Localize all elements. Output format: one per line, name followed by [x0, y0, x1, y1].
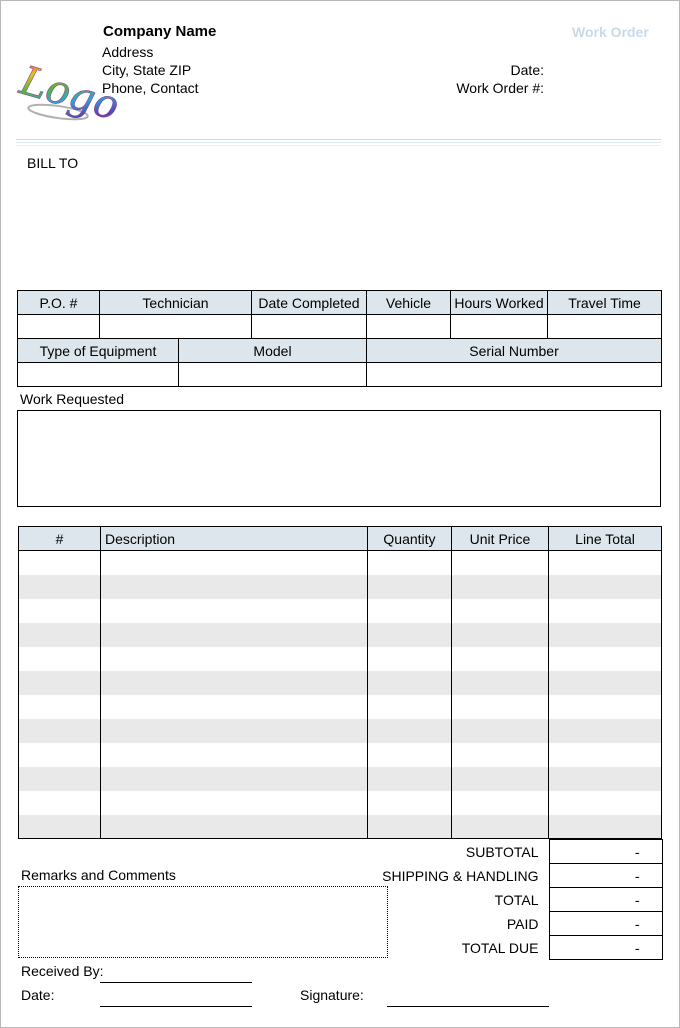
- item-quantity-cell[interactable]: [368, 719, 452, 743]
- item-line-total-cell[interactable]: [549, 767, 662, 791]
- shipping-handling-value[interactable]: -: [549, 864, 662, 888]
- item-number-cell[interactable]: [19, 575, 101, 599]
- job-header-technician: Technician: [100, 291, 252, 315]
- item-quantity-cell[interactable]: [368, 647, 452, 671]
- paid-label: PAID: [506, 915, 539, 932]
- table-row: [19, 719, 662, 743]
- item-quantity-cell[interactable]: [368, 575, 452, 599]
- totals-table: [382, 839, 663, 960]
- signature-label: Signature:: [300, 987, 364, 1003]
- item-unit-price-cell[interactable]: [452, 767, 549, 791]
- item-unit-price-cell[interactable]: [452, 743, 549, 767]
- item-number-cell[interactable]: [19, 623, 101, 647]
- items-header-description: Description: [101, 527, 368, 551]
- document-title: Work Order: [572, 24, 649, 40]
- item-quantity-cell[interactable]: [368, 767, 452, 791]
- remarks-box[interactable]: [18, 886, 388, 958]
- item-unit-price-cell[interactable]: [452, 599, 549, 623]
- item-unit-price-cell[interactable]: [452, 623, 549, 647]
- company-address: Address: [102, 44, 154, 60]
- item-description-cell[interactable]: [101, 599, 368, 623]
- company-city-state-zip: City, State ZIP: [102, 62, 192, 78]
- item-number-cell[interactable]: [19, 647, 101, 671]
- header-rule: [16, 139, 661, 140]
- equipment-type-cell[interactable]: [18, 363, 179, 387]
- item-unit-price-cell[interactable]: [452, 575, 549, 599]
- travel-time-cell[interactable]: [548, 315, 662, 339]
- item-line-total-cell[interactable]: [549, 599, 662, 623]
- item-quantity-cell[interactable]: [368, 671, 452, 695]
- svg-text:Logo: Logo: [14, 57, 125, 130]
- job-header-hours-worked: Hours Worked: [451, 291, 548, 315]
- item-number-cell[interactable]: [19, 767, 101, 791]
- table-row: [19, 551, 662, 575]
- table-row: [19, 671, 662, 695]
- subtotal-value[interactable]: -: [549, 840, 662, 864]
- po-number-cell[interactable]: [18, 315, 100, 339]
- item-description-cell[interactable]: [101, 815, 368, 839]
- item-description-cell[interactable]: [101, 551, 368, 575]
- table-row: [19, 815, 662, 839]
- table-row: [19, 575, 662, 599]
- table-row: [19, 623, 662, 647]
- job-header-travel-time: Travel Time: [548, 291, 662, 315]
- item-description-cell[interactable]: [101, 671, 368, 695]
- item-number-cell[interactable]: [19, 815, 101, 839]
- header-rule: [16, 142, 661, 143]
- job-header-date-completed: Date Completed: [252, 291, 367, 315]
- company-logo: [14, 38, 125, 130]
- line-items-table: [18, 526, 662, 839]
- item-description-cell[interactable]: [101, 743, 368, 767]
- company-phone-contact: Phone, Contact: [102, 80, 199, 96]
- equipment-header-serial: Serial Number: [367, 339, 662, 363]
- total-value[interactable]: -: [549, 888, 662, 912]
- item-description-cell[interactable]: [101, 623, 368, 647]
- job-header-po: P.O. #: [18, 291, 100, 315]
- item-number-cell[interactable]: [19, 791, 101, 815]
- item-unit-price-cell[interactable]: [452, 671, 549, 695]
- date-completed-cell[interactable]: [252, 315, 367, 339]
- item-line-total-cell[interactable]: [549, 647, 662, 671]
- item-number-cell[interactable]: [19, 695, 101, 719]
- item-quantity-cell[interactable]: [368, 791, 452, 815]
- item-line-total-cell[interactable]: [549, 575, 662, 599]
- item-unit-price-cell[interactable]: [452, 719, 549, 743]
- item-quantity-cell[interactable]: [368, 815, 452, 839]
- total-due-value[interactable]: -: [549, 936, 662, 960]
- shipping-handling-label: SHIPPING & HANDLING: [382, 867, 539, 884]
- items-header-line-total: Line Total: [549, 527, 662, 551]
- item-quantity-cell[interactable]: [368, 623, 452, 647]
- vehicle-cell[interactable]: [367, 315, 451, 339]
- item-line-total-cell[interactable]: [549, 671, 662, 695]
- item-number-cell[interactable]: [19, 743, 101, 767]
- table-row: [19, 695, 662, 719]
- table-row: [19, 767, 662, 791]
- job-info-table: [17, 290, 662, 339]
- paid-value[interactable]: -: [549, 912, 662, 936]
- signature-line[interactable]: [387, 1006, 549, 1007]
- job-header-vehicle: Vehicle: [367, 291, 451, 315]
- item-description-cell[interactable]: [101, 647, 368, 671]
- item-line-total-cell[interactable]: [549, 623, 662, 647]
- item-number-cell[interactable]: [19, 671, 101, 695]
- item-line-total-cell[interactable]: [549, 791, 662, 815]
- item-description-cell[interactable]: [101, 791, 368, 815]
- date-label: Date:: [510, 62, 544, 78]
- item-quantity-cell[interactable]: [368, 599, 452, 623]
- header-rule: [16, 145, 661, 146]
- item-quantity-cell[interactable]: [368, 743, 452, 767]
- table-row: [19, 599, 662, 623]
- company-name: Company Name: [103, 23, 217, 40]
- remarks-label: Remarks and Comments: [21, 867, 176, 883]
- technician-cell[interactable]: [100, 315, 252, 339]
- item-line-total-cell[interactable]: [549, 719, 662, 743]
- item-number-cell[interactable]: [19, 719, 101, 743]
- footer-date-line[interactable]: [100, 1006, 252, 1007]
- equipment-header-model: Model: [179, 339, 367, 363]
- item-quantity-cell[interactable]: [368, 551, 452, 575]
- item-unit-price-cell[interactable]: [452, 815, 549, 839]
- item-description-cell[interactable]: [101, 719, 368, 743]
- item-unit-price-cell[interactable]: [452, 791, 549, 815]
- items-header-number: #: [19, 527, 101, 551]
- item-quantity-cell[interactable]: [368, 695, 452, 719]
- item-number-cell[interactable]: [19, 599, 101, 623]
- received-by-label: Received By:: [21, 963, 104, 979]
- work-requested-box[interactable]: [17, 410, 661, 507]
- serial-number-cell[interactable]: [367, 363, 662, 387]
- total-due-label: TOTAL DUE: [461, 939, 539, 956]
- received-by-line[interactable]: [100, 982, 252, 983]
- total-label: TOTAL: [494, 891, 539, 908]
- table-row: [19, 743, 662, 767]
- table-row: [19, 791, 662, 815]
- item-unit-price-cell[interactable]: [452, 647, 549, 671]
- model-cell[interactable]: [179, 363, 367, 387]
- equipment-table: [17, 338, 662, 387]
- item-unit-price-cell[interactable]: [452, 695, 549, 719]
- item-description-cell[interactable]: [101, 695, 368, 719]
- item-unit-price-cell[interactable]: [452, 551, 549, 575]
- hours-worked-cell[interactable]: [451, 315, 548, 339]
- equipment-header-type: Type of Equipment: [18, 339, 179, 363]
- item-line-total-cell[interactable]: [549, 695, 662, 719]
- items-header-unit-price: Unit Price: [452, 527, 549, 551]
- work-requested-label: Work Requested: [20, 391, 125, 407]
- table-row: [19, 647, 662, 671]
- items-header-quantity: Quantity: [368, 527, 452, 551]
- work-order-number-label: Work Order #:: [456, 80, 544, 96]
- item-description-cell[interactable]: [101, 767, 368, 791]
- item-line-total-cell[interactable]: [549, 815, 662, 839]
- bill-to-label: BILL TO: [27, 155, 79, 171]
- footer-date-label: Date:: [21, 987, 55, 1003]
- item-line-total-cell[interactable]: [549, 743, 662, 767]
- subtotal-label: SUBTOTAL: [465, 843, 539, 860]
- item-line-total-cell[interactable]: [549, 551, 662, 575]
- item-description-cell[interactable]: [101, 575, 368, 599]
- item-number-cell[interactable]: [19, 551, 101, 575]
